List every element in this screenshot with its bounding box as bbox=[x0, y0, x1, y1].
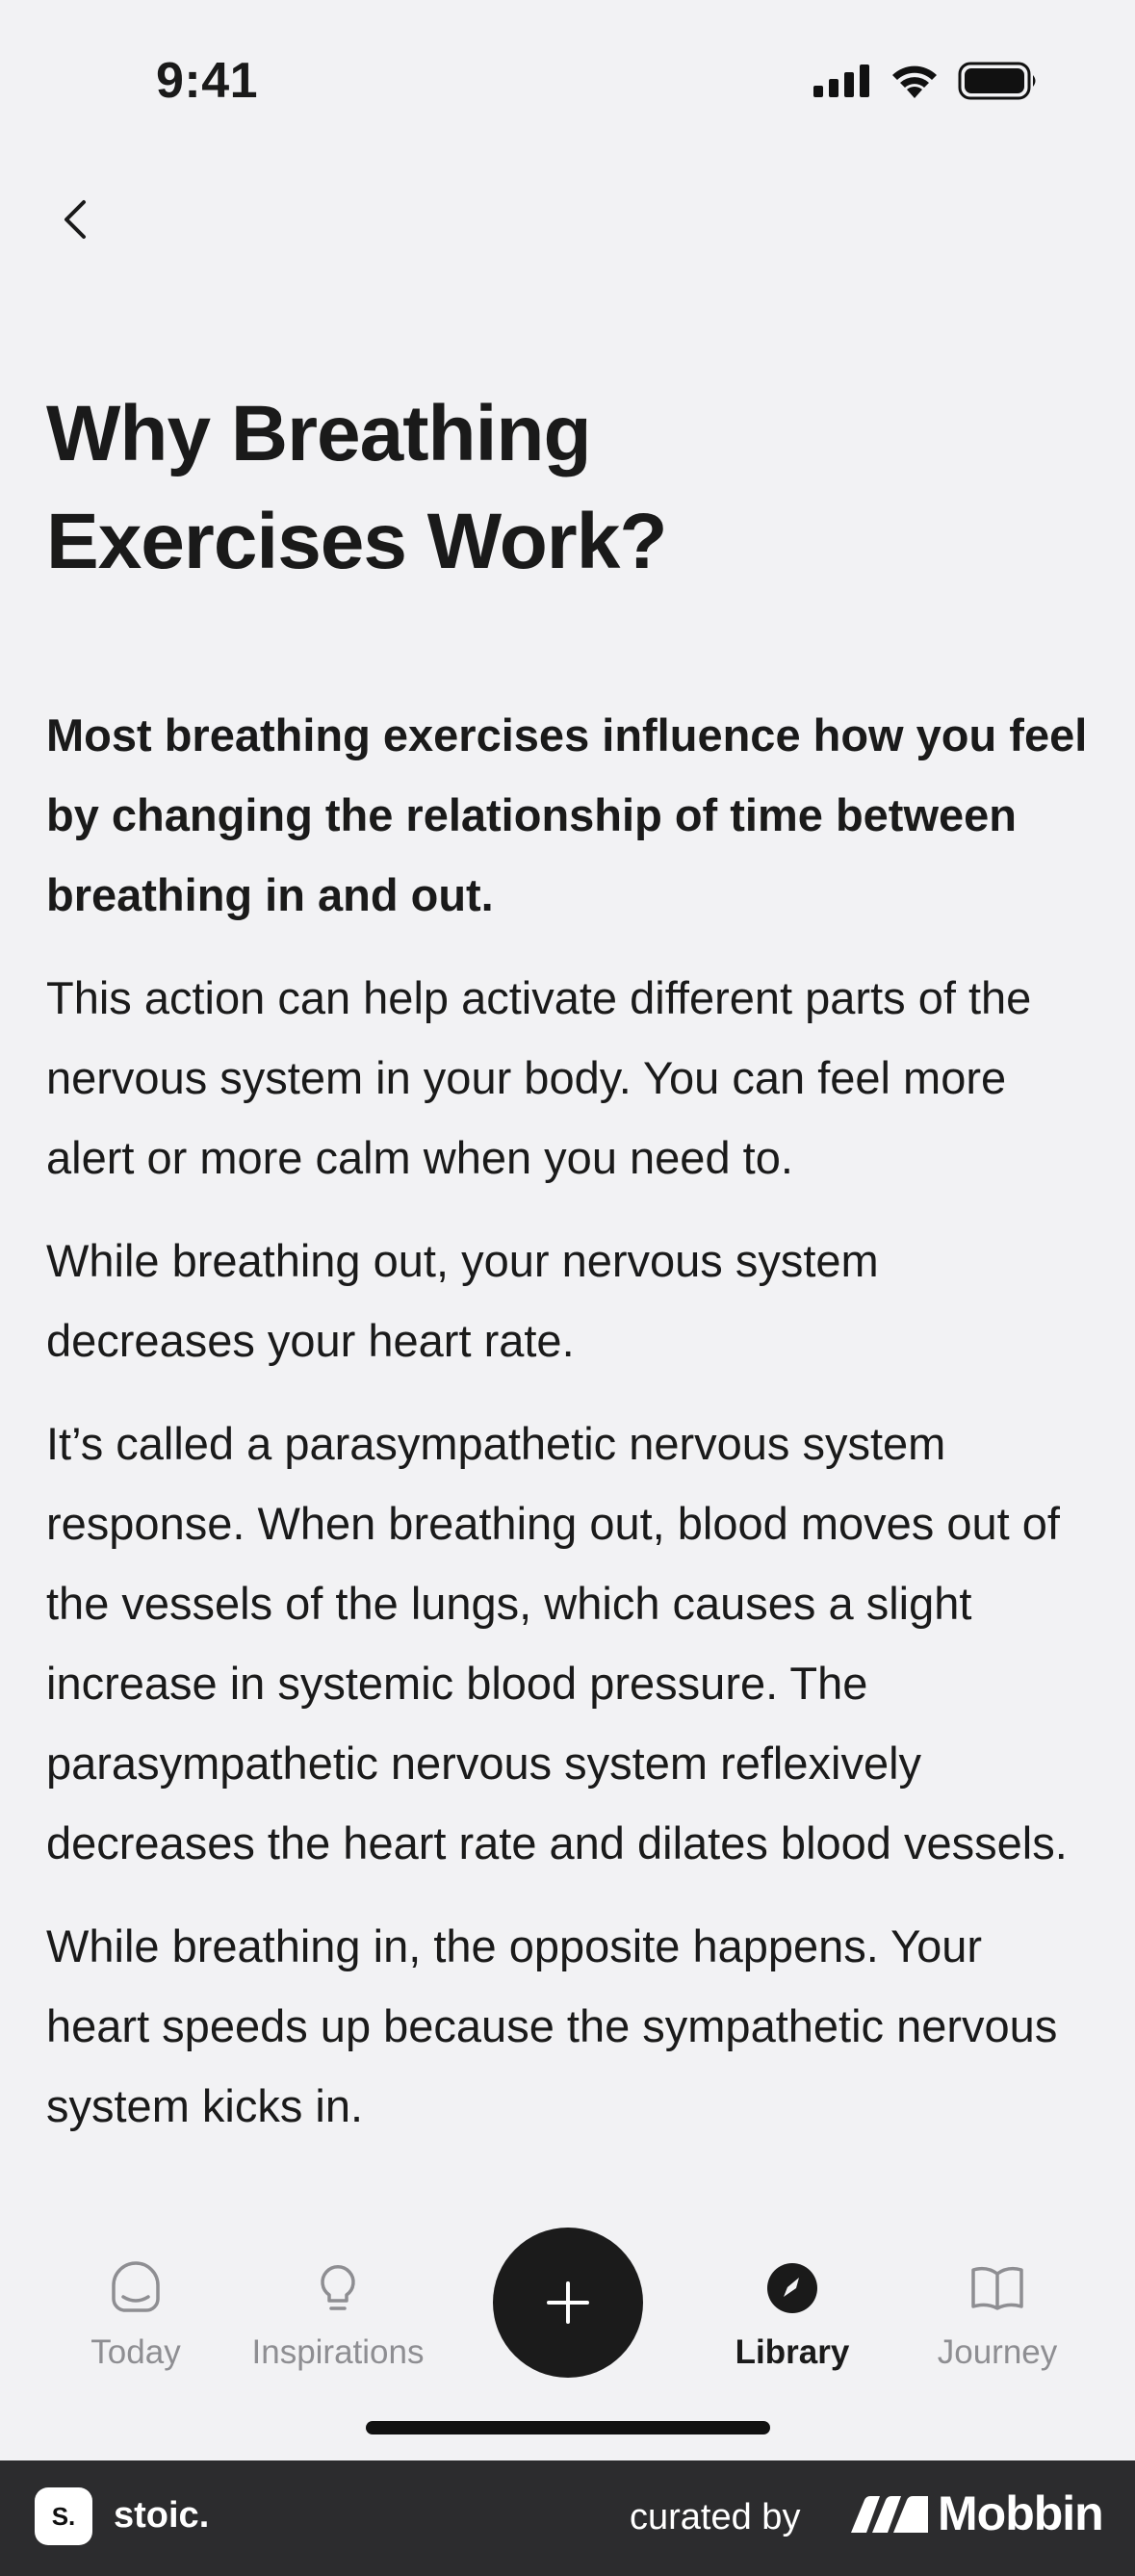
article-title-line-2: Exercises Work? bbox=[46, 498, 667, 585]
today-icon bbox=[108, 2260, 164, 2316]
battery-icon bbox=[958, 62, 1039, 100]
compass-icon bbox=[764, 2260, 820, 2316]
curated-by-text: curated by bbox=[630, 2497, 801, 2537]
article-paragraph: While breathing in, the opposite happens. Your heart speeds up because the sympathetic nervous system kicks in. bbox=[46, 1920, 1058, 2131]
app-logo: S. bbox=[35, 2487, 92, 2545]
tab-inspirations[interactable] bbox=[242, 2260, 434, 2372]
plus-icon bbox=[547, 2281, 589, 2324]
mobbin-logo bbox=[851, 2486, 1103, 2541]
back-button[interactable] bbox=[46, 191, 104, 248]
home-indicator bbox=[366, 2421, 770, 2434]
lightbulb-icon bbox=[310, 2260, 366, 2316]
cellular-signal-icon bbox=[813, 64, 871, 97]
chevron-left-icon bbox=[61, 198, 90, 241]
tab-today-label: Today bbox=[90, 2333, 181, 2371]
article-lead-paragraph: Most breathing exercises influence how you feel by changing the relationship of time between breathing in and out. bbox=[46, 709, 1088, 920]
status-icons bbox=[813, 62, 1039, 100]
article-paragraph: While breathing out, your nervous system decreases your heart rate. bbox=[46, 1235, 879, 1366]
status-time: 9:41 bbox=[156, 53, 259, 109]
article-title bbox=[46, 380, 1086, 596]
tab-journey-label: Journey bbox=[937, 2333, 1058, 2371]
tab-today[interactable] bbox=[39, 2260, 232, 2372]
tab-library-label: Library bbox=[735, 2333, 850, 2371]
article-paragraph: This action can help activate different parts of the nervous system in your body. You can feel more alert or more calm when you need to. bbox=[46, 972, 1032, 1183]
article-title-line-1: Why Breathing bbox=[46, 390, 591, 477]
article-paragraph: It’s called a parasympathetic nervous system response. When breathing out, blood moves out of the vessels of the lungs, which causes a slight increase in systemic blood pressure. The parasympathetic nervous system reflexively decreases the heart rate and dilates blood vessels. bbox=[46, 1418, 1068, 1868]
status-bar bbox=[0, 0, 1135, 168]
tab-inspirations-label: Inspirations bbox=[251, 2333, 425, 2371]
book-icon bbox=[969, 2260, 1025, 2316]
tab-library[interactable] bbox=[696, 2260, 889, 2372]
footer-bar bbox=[0, 2460, 1135, 2576]
mobbin-mark-icon bbox=[851, 2494, 928, 2533]
article-body bbox=[46, 695, 1096, 2169]
wifi-icon bbox=[890, 64, 939, 98]
add-button[interactable] bbox=[493, 2228, 643, 2378]
tab-journey[interactable] bbox=[901, 2260, 1094, 2372]
app-name: stoic. bbox=[114, 2495, 210, 2536]
mobbin-wordmark: Mobbin bbox=[938, 2486, 1103, 2540]
